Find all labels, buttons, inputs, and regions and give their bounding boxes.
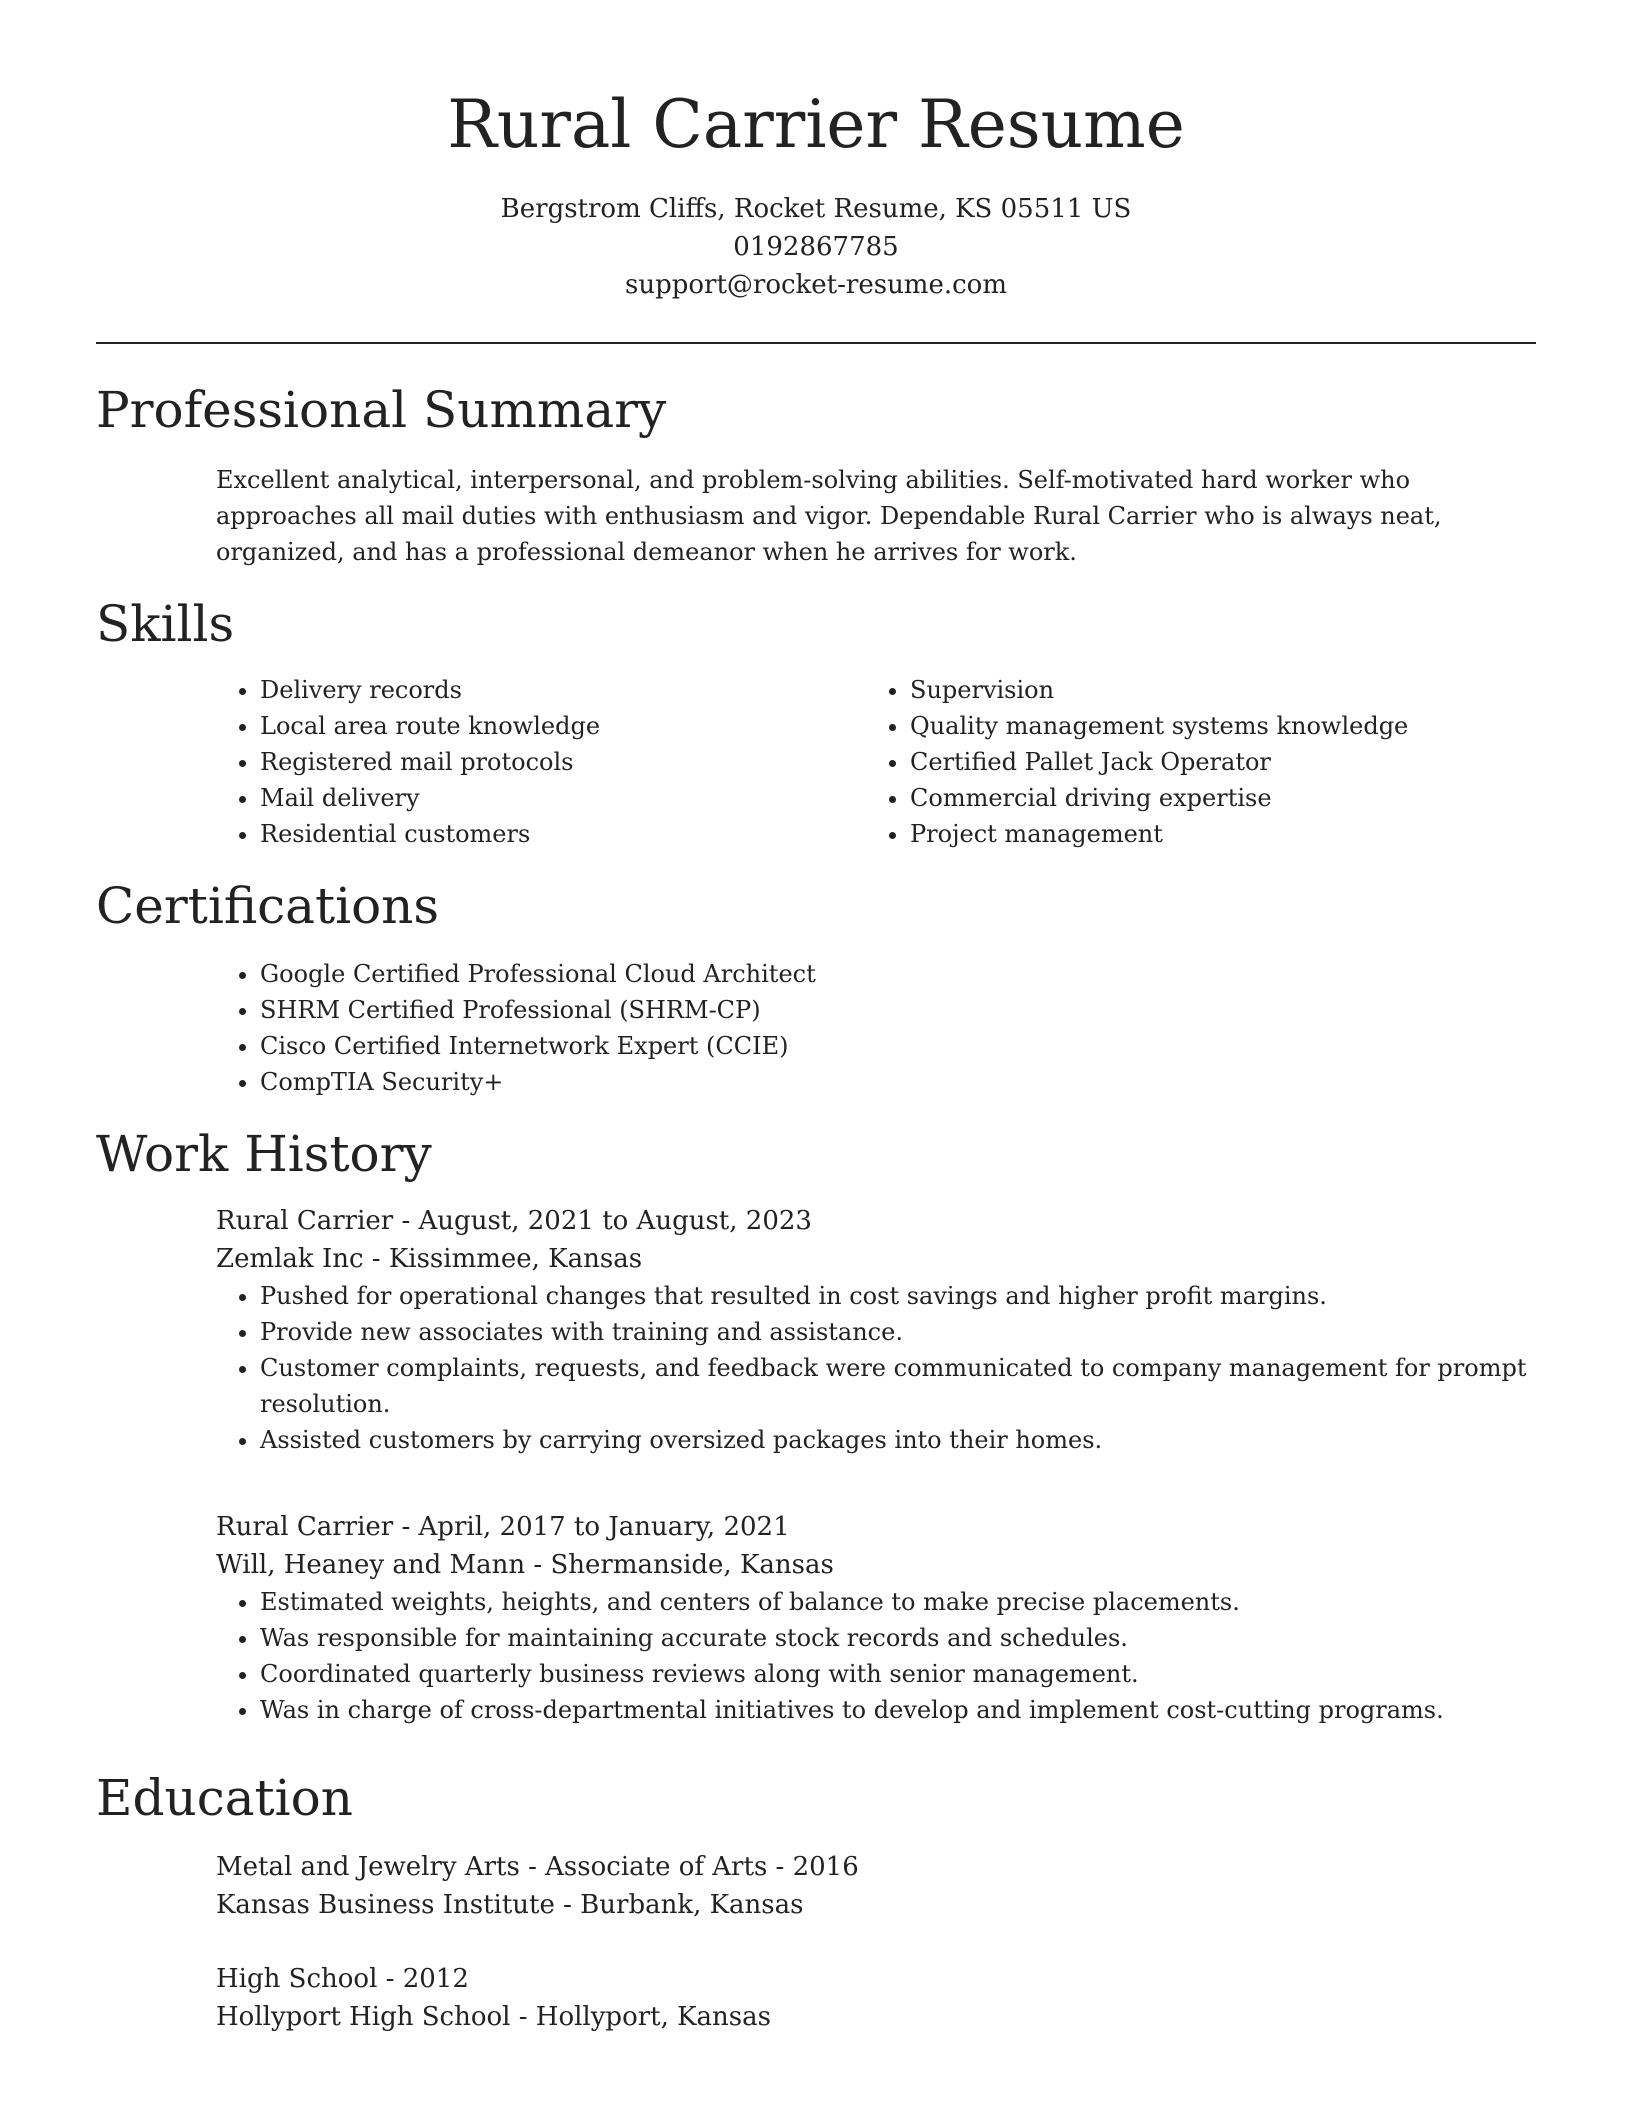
summary-heading: Professional Summary: [96, 381, 667, 439]
list-item: • Pushed for operational changes that resulted in cost savings and higher profit margins.: [260, 1278, 1536, 1314]
job-title-line: Rural Carrier - August, 2021 to August, 2023: [216, 1206, 812, 1236]
education-degree-line: High School - 2012: [216, 1964, 469, 1994]
list-item: • Supervision: [910, 672, 1536, 708]
list-item: • Mail delivery: [260, 780, 856, 816]
list-item: • Delivery records: [260, 672, 856, 708]
contact-address: Bergstrom Cliffs, Rocket Resume, KS 05511 US: [500, 194, 1132, 224]
list-item: • Project management: [910, 816, 1536, 852]
list-item: • Google Certified Professional Cloud Architect: [260, 956, 1536, 992]
list-item: • Coordinated quarterly business reviews along with senior management.: [260, 1656, 1536, 1692]
job-bullets: [216, 1584, 1536, 1728]
job-entry: [216, 1202, 1536, 1458]
list-item: • Cisco Certified Internetwork Expert (CCIE): [260, 1028, 1536, 1064]
certifications-heading: Certifications: [96, 877, 440, 935]
education-degree-line: Metal and Jewelry Arts - Associate of Arts - 2016: [216, 1852, 859, 1882]
list-item: • Registered mail protocols: [260, 744, 856, 780]
skills-list-left: [216, 672, 856, 852]
skills-list-right: [866, 672, 1536, 852]
education-school-line: Kansas Business Institute - Burbank, Kansas: [216, 1890, 804, 1920]
skills-column-right: [866, 672, 1536, 852]
job-title-line: Rural Carrier - April, 2017 to January, 2021: [216, 1512, 790, 1542]
list-item: • Quality management systems knowledge: [910, 708, 1536, 744]
list-item: • Was in charge of cross-departmental initiatives to develop and implement cost-cutting programs.: [260, 1692, 1536, 1728]
job-entry: [216, 1508, 1536, 1728]
list-item: • Certified Pallet Jack Operator: [910, 744, 1536, 780]
list-item: • Local area route knowledge: [260, 708, 856, 744]
certifications-list: [216, 956, 1536, 1100]
list-item: • Commercial driving expertise: [910, 780, 1536, 816]
education-school-line: Hollyport High School - Hollyport, Kansas: [216, 2002, 771, 2032]
list-item: • Customer complaints, requests, and feedback were communicated to company management for prompt resolution.: [260, 1350, 1536, 1422]
skills-heading: Skills: [96, 595, 235, 653]
education-entry: [216, 1960, 1536, 2036]
contact-email: support@rocket-resume.com: [624, 270, 1007, 300]
contact-phone: 0192867785: [733, 232, 899, 262]
summary-text: Excellent analytical, interpersonal, and problem-solving abilities. Self-motivated hard worker who approaches all mail duties with enthusiasm and vigor. Dependable Rural Carrier who is always neat, organized, and has a professional demeanor when he arrives for work.: [216, 466, 1442, 566]
list-item: • SHRM Certified Professional (SHRM-CP): [260, 992, 1536, 1028]
list-item: • Assisted customers by carrying oversized packages into their homes.: [260, 1422, 1536, 1458]
list-item: • Residential customers: [260, 816, 856, 852]
work-history-heading: Work History: [96, 1125, 432, 1183]
job-company-line: Will, Heaney and Mann - Shermanside, Kansas: [216, 1550, 834, 1580]
resume-title: Rural Carrier Resume: [447, 86, 1185, 163]
list-item: • Provide new associates with training and assistance.: [260, 1314, 1536, 1350]
skills-column-left: [216, 672, 856, 852]
list-item: • Was responsible for maintaining accurate stock records and schedules.: [260, 1620, 1536, 1656]
header-divider: [96, 342, 1536, 344]
list-item: • CompTIA Security+: [260, 1064, 1536, 1100]
resume-header: [0, 80, 1632, 304]
job-company-line: Zemlak Inc - Kissimmee, Kansas: [216, 1244, 643, 1274]
education-entry: [216, 1848, 1536, 1924]
education-heading: Education: [96, 1769, 353, 1827]
list-item: • Estimated weights, heights, and centers of balance to make precise placements.: [260, 1584, 1536, 1620]
certifications-block: [216, 956, 1536, 1100]
job-bullets: [216, 1278, 1536, 1458]
